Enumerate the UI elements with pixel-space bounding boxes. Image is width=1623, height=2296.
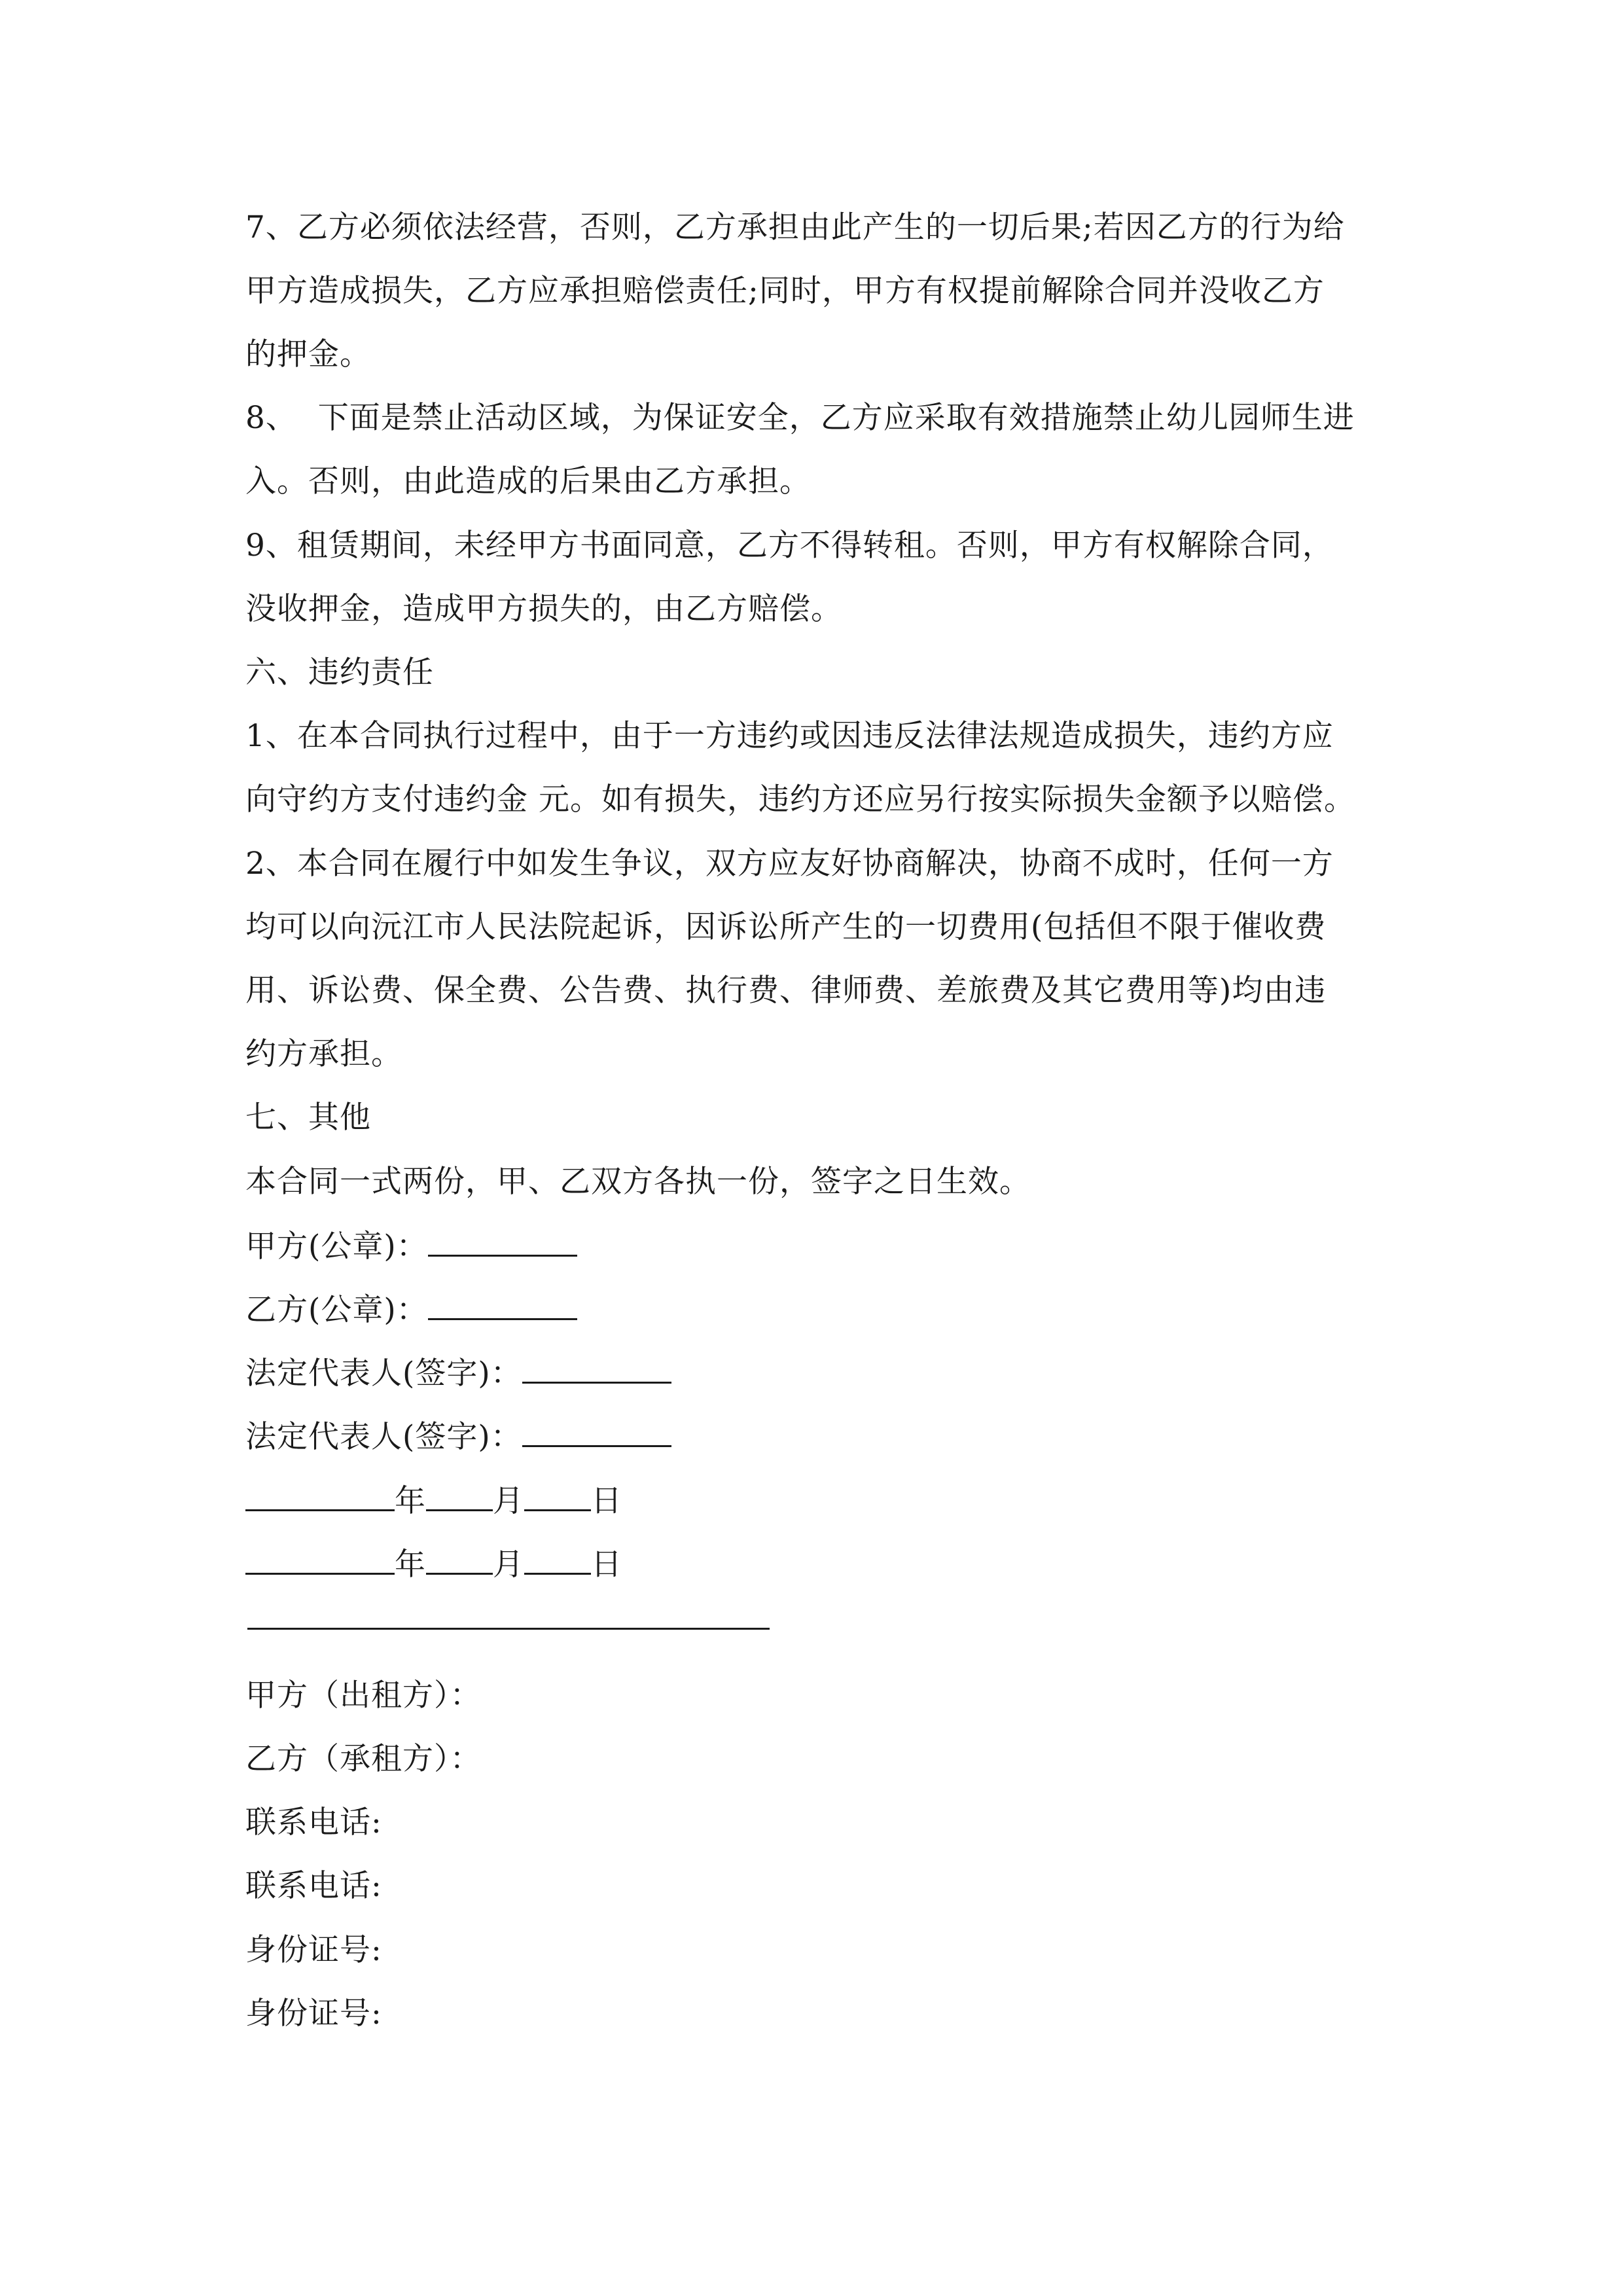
clause-8-line-1: 8、 下面是禁止活动区域，为保证安全，乙方应采取有效措施禁止幼儿园师生进 (245, 400, 1355, 436)
section-6-item-2-line-4: 约方承担。 (245, 1036, 402, 1072)
contact-phone-2: 联系电话: (245, 1868, 382, 1904)
year-blank (245, 1480, 395, 1511)
section-6-item-2-line-2: 均可以向沅江市人民法院起诉，因诉讼所产生的一切费用(包括但不限于催收费 (245, 909, 1327, 945)
legal-rep-1-label: 法定代表人(签字)： (245, 1355, 522, 1391)
date-line-2 (245, 1544, 622, 1585)
month-blank (426, 1480, 493, 1511)
party-a-seal-line (245, 1226, 577, 1266)
party-b-seal-line (245, 1289, 577, 1330)
contact-phone-1: 联系电话: (245, 1804, 382, 1840)
party-b-seal-blank (428, 1289, 577, 1320)
section-7-heading: 七、其他 (245, 1100, 371, 1136)
day-blank (524, 1480, 591, 1511)
legal-rep-2-line (245, 1416, 671, 1457)
contact-id-2: 身份证号: (245, 1996, 382, 2032)
separator-line (247, 1628, 770, 1630)
month-label: 月 (493, 1483, 524, 1519)
party-a-seal-blank (428, 1226, 577, 1257)
month-label: 月 (493, 1547, 524, 1583)
legal-rep-1-blank (522, 1353, 671, 1384)
section-6-item-2-line-3: 用、诉讼费、保全费、公告费、执行费、律师费、差旅费及其它费用等)均由违 (245, 973, 1327, 1009)
section-6-item-1-line-2: 向守约方支付违约金 元。如有损失，违约方还应另行按实际损失金额予以赔偿。 (245, 781, 1355, 817)
year-label: 年 (395, 1547, 426, 1583)
party-b-seal-label: 乙方(公章)： (245, 1292, 428, 1328)
section-6-heading: 六、违约责任 (245, 655, 434, 691)
contact-party-a: 甲方（出租方）： (245, 1677, 482, 1713)
month-blank (426, 1544, 493, 1575)
year-blank (245, 1544, 395, 1575)
section-6-item-1-line-1: 1、在本合同执行过程中，由于一方违约或因违反法律法规造成损失，违约方应 (245, 718, 1334, 754)
legal-rep-1-line (245, 1353, 671, 1393)
clause-7-line-3: 的押金。 (245, 336, 371, 372)
day-label: 日 (591, 1547, 622, 1583)
contact-id-1: 身份证号: (245, 1932, 382, 1968)
day-blank (524, 1544, 591, 1575)
section-6-item-2-line-1: 2、本合同在履行中如发生争议，双方应友好协商解决，协商不成时，任何一方 (245, 846, 1334, 882)
party-a-seal-label: 甲方(公章)： (245, 1229, 428, 1265)
year-label: 年 (395, 1483, 426, 1519)
legal-rep-2-label: 法定代表人(签字)： (245, 1419, 522, 1455)
date-line-1 (245, 1480, 622, 1521)
clause-9-line-1: 9、租赁期间，未经甲方书面同意，乙方不得转租。否则，甲方有权解除合同， (245, 528, 1334, 564)
day-label: 日 (591, 1483, 622, 1519)
clause-7-line-1: 7、乙方必须依法经营，否则，乙方承担由此产生的一切后果;若因乙方的行为给 (245, 209, 1345, 245)
legal-rep-2-blank (522, 1416, 671, 1447)
clause-8-line-2: 入。否则，由此造成的后果由乙方承担。 (245, 463, 811, 499)
clause-7-line-2: 甲方造成损失，乙方应承担赔偿责任;同时，甲方有权提前解除合同并没收乙方 (245, 273, 1325, 309)
contact-party-b: 乙方（承租方）： (245, 1741, 482, 1777)
clause-9-line-2: 没收押金，造成甲方损失的，由乙方赔偿。 (245, 591, 842, 627)
section-7-text: 本合同一式两份，甲、乙双方各执一份，签字之日生效。 (245, 1164, 1031, 1200)
